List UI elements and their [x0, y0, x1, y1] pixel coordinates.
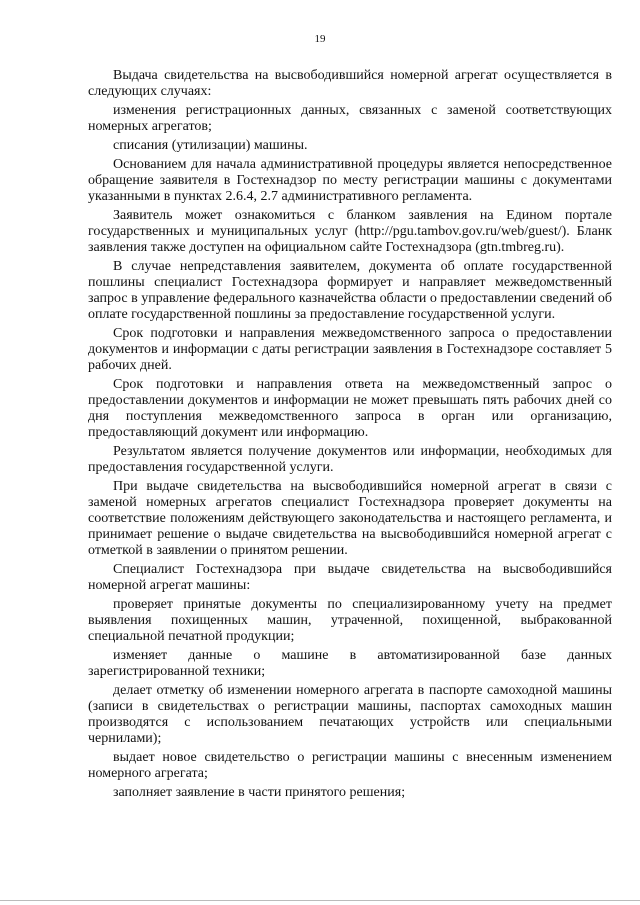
paragraph: заполняет заявление в части принятого решения; — [113, 785, 406, 800]
paragraph: выдает новое свидетельство о регистрации машины с внесенным изменением номерного агрегата; — [88, 750, 612, 781]
paragraph: Результатом является получение документов или информации, необходимых для предоставления государственной услуги. — [88, 444, 612, 475]
paragraph: Срок подготовки и направления ответа на межведомственный запрос о предоставлении документов и информации не может превышать пять рабочих дней со дня поступления межведомственного запроса в орган или организацию, предоставляющий документ или информацию. — [88, 377, 612, 440]
paragraph: Выдача свидетельства на высвободившийся номерной агрегат осуществляется в следующих случаях: — [88, 68, 612, 99]
paragraph: Заявитель может ознакомиться с бланком заявления на Едином портале государственных и муниципальных услуг (http://pgu.tambov.gov.ru/web/guest/). Бланк заявления также доступен на официальном сайте Гостехнадзора (gtn.tmbreg.ru). — [88, 208, 612, 255]
paragraph: В случае непредставления заявителем, документа об оплате государственной пошлины специалист Гостехнадзора формирует и направляет межведомственный запрос в управление федерального казначейства области о предоставлении сведений об оплате государственной пошлины за предоставление государственной услуги. — [88, 259, 612, 322]
document-body — [88, 68, 612, 804]
paragraph: Основанием для начала административной процедуры является непосредственное обращение заявителя в Гостехнадзор по месту регистрации машины с документами указанными в пунктах 2.6.4, 2.7 административного регламента. — [88, 157, 612, 204]
paragraph: списания (утилизации) машины. — [113, 138, 308, 153]
page-bottom-edge — [0, 900, 640, 901]
paragraph: Срок подготовки и направления межведомственного запроса о предоставлении документов и информации с даты регистрации заявления в Гостехнадзоре составляет 5 рабочих дней. — [88, 326, 612, 373]
paragraph: делает отметку об изменении номерного агрегата в паспорте самоходной машины (записи в свидетельствах о регистрации машины, паспортах самоходных машин производятся с использованием печатающих устройств или специальными чернилами); — [88, 683, 612, 746]
paragraph: При выдаче свидетельства на высвободившийся номерной агрегат в связи с заменой номерных агрегатов специалист Гостехнадзора проверяет документы на соответствие положениям действующего законодательства и настоящего регламента, и принимает решение о выдаче свидетельства на высвободившийся номерной агрегат с отметкой в заявлении о принятом решении. — [88, 479, 612, 558]
page-number: 19 — [314, 33, 326, 45]
paragraph: изменения регистрационных данных, связанных с заменой соответствующих номерных агрегатов; — [88, 103, 612, 134]
paragraph: Специалист Гостехнадзора при выдаче свидетельства на высвободившийся номерной агрегат машины: — [88, 562, 612, 593]
paragraph: проверяет принятые документы по специализированному учету на предмет выявления похищенных машин, утраченной, похищенной, выбракованной специальной печатной продукции; — [88, 597, 612, 644]
paragraph: изменяет данные о машине в автоматизированной базе данных зарегистрированной техники; — [88, 648, 612, 679]
